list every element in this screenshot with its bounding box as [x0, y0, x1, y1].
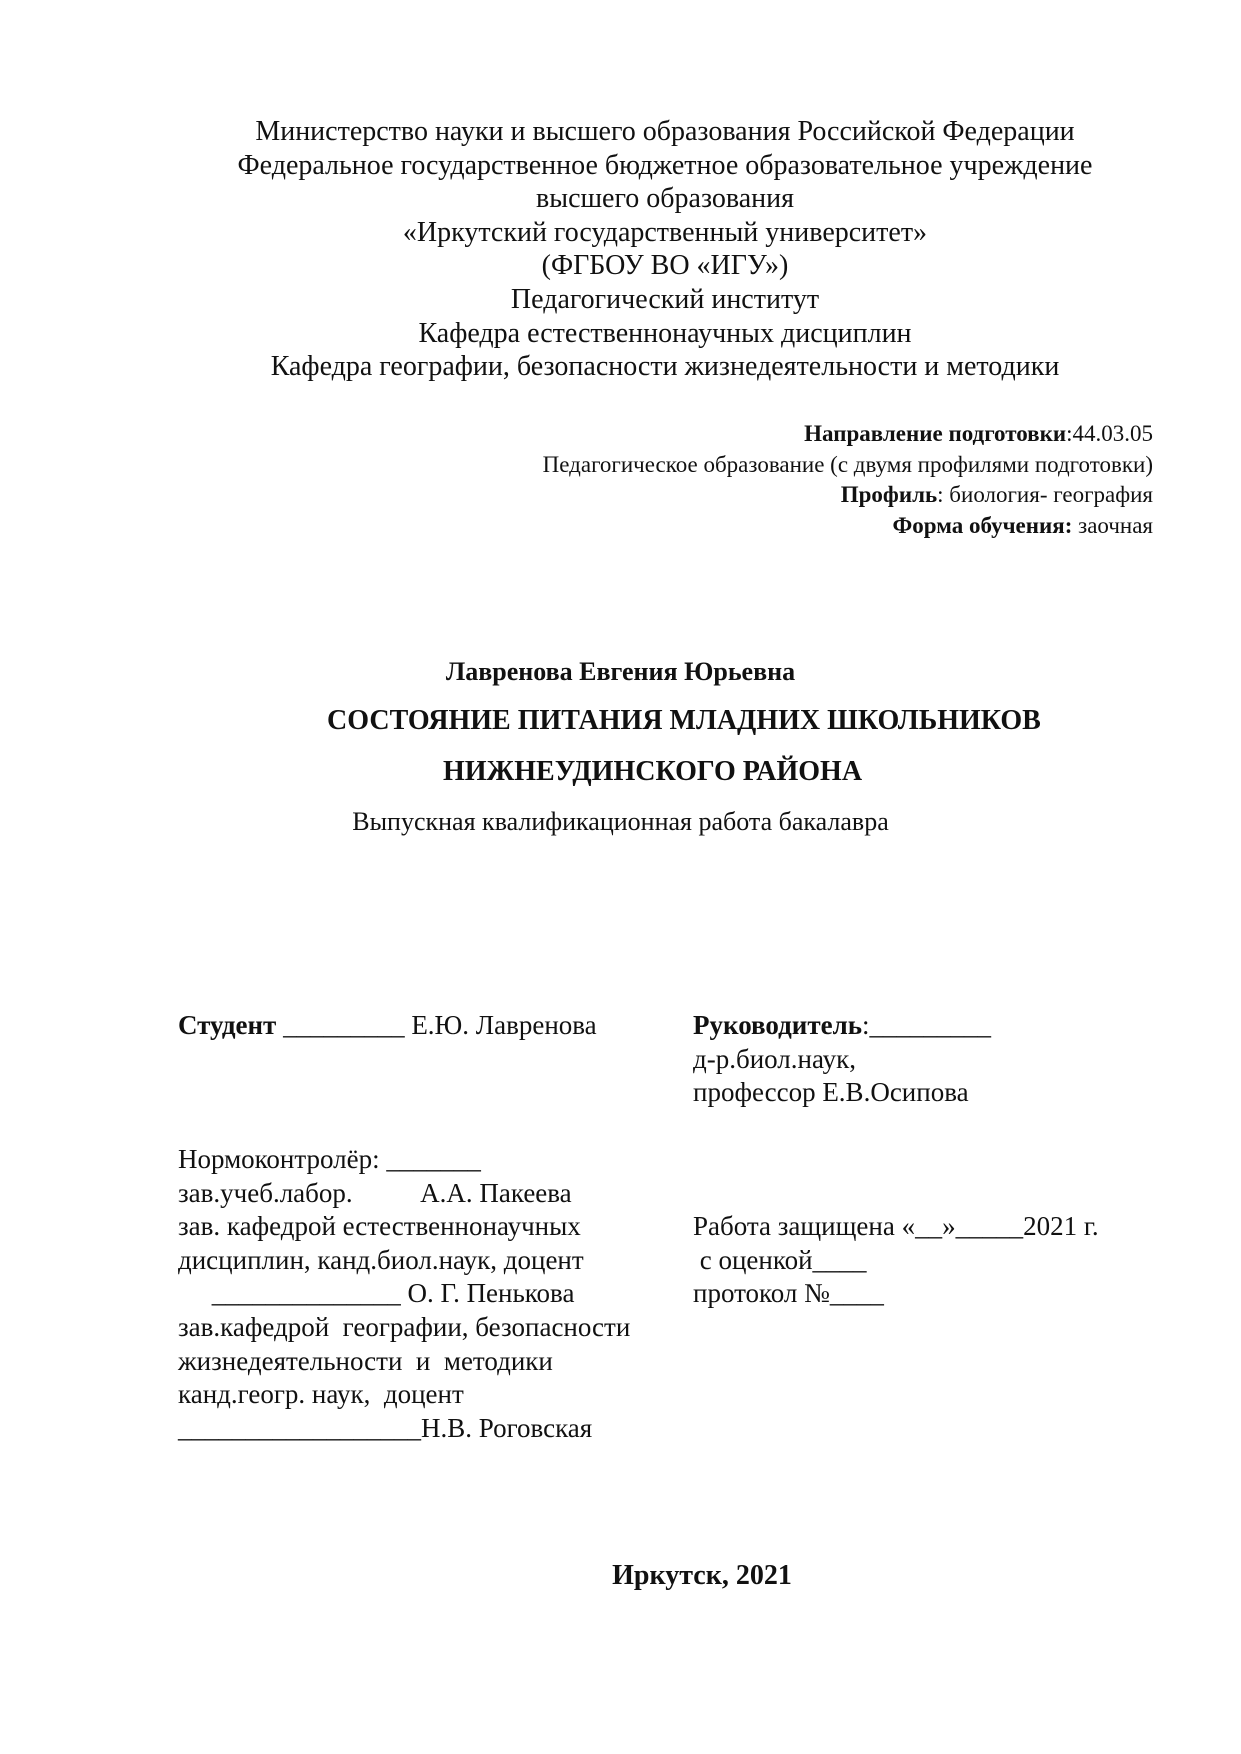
thesis-title-line-2: НИЖНЕУДИНСКОГО РАЙОНА [443, 756, 863, 787]
thesis-title-line-1: СОСТОЯНИЕ ПИТАНИЯ МЛАДНИХ ШКОЛЬНИКОВ [327, 705, 1041, 736]
normcontrol-line-9: __________________Н.В. Роговская [178, 1412, 593, 1443]
direction-description: Педагогическое образование (с двумя профилями подготовки) [542, 451, 1153, 477]
direction-line [253, 419, 1153, 450]
header-line-abbreviation: (ФГБОУ ВО «ИГУ») [541, 250, 789, 282]
header-line-ministry: Министерство науки и высшего образования Российской Федерации [255, 116, 1075, 147]
normcontrol-line-3: зав. кафедрой естественнонаучных [178, 1211, 581, 1242]
normcontrol-line-7: жизнедеятельности и методики [178, 1345, 553, 1376]
normcontrol-line-8: канд.геогр. наук, доцент [178, 1379, 464, 1410]
profile-line [253, 480, 1153, 511]
normcontrol-line-1: Нормоконтролёр: _______ [178, 1144, 481, 1174]
supervisor-label: Руководитель [693, 1010, 863, 1040]
supervisor-signature-line: :_________ [862, 1010, 992, 1040]
header-line-institution-type: Федеральное государственное бюджетное образовательное учреждение [237, 149, 1093, 181]
study-form-line [253, 511, 1153, 542]
defense-line-3: протокол №____ [693, 1278, 884, 1309]
defense-line-2: с оценкой____ [693, 1244, 867, 1275]
profile-value: : биология- география [937, 482, 1153, 507]
normcontrol-block [178, 1143, 698, 1445]
normcontrol-line-4: дисциплин, канд.биол.наук, доцент [178, 1244, 584, 1275]
study-form-value: заочная [1072, 512, 1153, 538]
profile-label: Профиль [840, 482, 938, 507]
direction-value: :44.03.05 [1066, 421, 1153, 446]
supervisor-line [693, 1009, 1173, 1043]
student-line [178, 1009, 698, 1043]
student-signature [178, 1009, 698, 1043]
supervisor-degree: д-р.биол.наук, [693, 1043, 856, 1074]
header-line-university: «Иркутский государственный университет» [402, 216, 928, 248]
defense-block [693, 1210, 1173, 1311]
supervisor-signature [693, 1009, 1173, 1110]
header-line-institute: Педагогический институт [510, 283, 820, 315]
defense-line-1: Работа защищена «__»_____2021 г. [693, 1211, 1099, 1241]
author-name: Лавренова Евгения Юрьевна [445, 657, 796, 686]
student-signature-name: _________ Е.Ю. Лавренова [276, 1010, 597, 1040]
supervisor-name: профессор Е.В.Осипова [693, 1077, 969, 1108]
direction-label: Направление подготовки [804, 421, 1067, 446]
work-type: Выпускная квалификационная работа бакалавра [352, 807, 889, 836]
header-line-department-1: Кафедра естественнонаучных дисциплин [418, 317, 912, 349]
program-info [253, 419, 1153, 541]
header-line-education-level: высшего образования [536, 183, 794, 215]
study-form-label: Форма обучения: [892, 512, 1073, 538]
header-line-department-2: Кафедра географии, безопасности жизнедеятельности и методики [270, 351, 1060, 383]
normcontrol-line-2: зав.учеб.лабор. А.А. Пакеева [178, 1177, 572, 1208]
city-year: Иркутск, 2021 [612, 1560, 792, 1591]
normcontrol-line-6: зав.кафедрой географии, безопасности [178, 1311, 631, 1342]
institution-header [100, 115, 1230, 384]
student-label: Студент [178, 1010, 277, 1040]
normcontrol-line-5: ______________ О. Г. Пенькова [178, 1278, 575, 1309]
